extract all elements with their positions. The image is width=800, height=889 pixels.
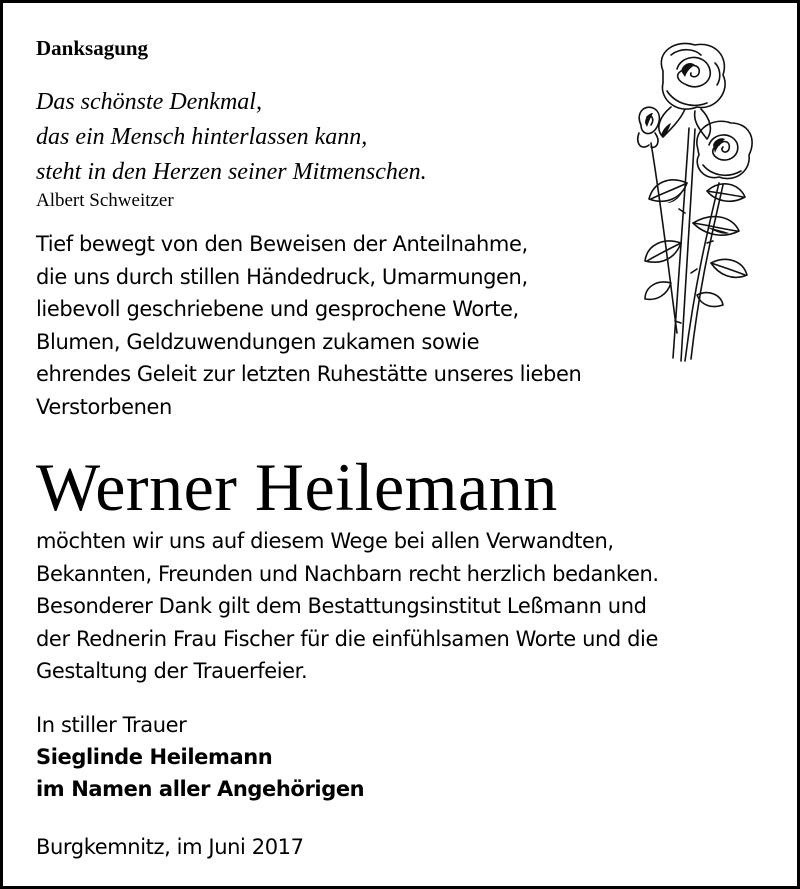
mourning-intro: In stiller Trauer bbox=[36, 713, 187, 737]
signer-name: Sieglinde Heilemann bbox=[36, 745, 273, 769]
quote-line: Das schönste Denkmal, bbox=[36, 89, 262, 115]
quote-author: Albert Schweitzer bbox=[36, 190, 174, 211]
notice-heading: Danksagung bbox=[36, 36, 149, 60]
thanks-paragraph bbox=[36, 525, 659, 688]
intro-line: Verstorbenen bbox=[36, 394, 172, 419]
mourning-signature bbox=[36, 709, 364, 805]
thanks-line: Bekannten, Freunden und Nachbarn recht herzlich bedanken. bbox=[36, 561, 659, 586]
quote-line: steht in den Herzen seiner Mitmenschen. bbox=[36, 159, 427, 185]
deceased-name: Werner Heilemann bbox=[36, 449, 558, 525]
intro-line: liebevoll geschriebene und gesprochene Worte, bbox=[36, 297, 519, 321]
thanks-line: möchten wir uns auf diesem Wege bei allen Verwandten, bbox=[36, 529, 614, 553]
quote bbox=[36, 85, 427, 190]
intro-line: Tief bewegt von den Beweisen der Anteilnahme, bbox=[36, 232, 528, 256]
intro-line: die uns durch stillen Händedruck, Umarmungen, bbox=[36, 264, 528, 289]
thanks-line: Gestaltung der Trauerfeier. bbox=[36, 659, 308, 683]
roses-illustration bbox=[611, 33, 761, 363]
intro-line: Blumen, Geldzuwendungen zukamen sowie bbox=[36, 329, 480, 354]
intro-paragraph bbox=[36, 228, 581, 423]
quote-line: das ein Mensch hinterlassen kann, bbox=[36, 124, 368, 150]
intro-line: ehrendes Geleit zur letzten Ruhestätte unseres lieben bbox=[36, 362, 582, 386]
signer-family: im Namen aller Angehörigen bbox=[36, 777, 365, 801]
thanks-line: Besonderer Dank gilt dem Bestattungsinstitut Leßmann und bbox=[36, 594, 647, 618]
thanks-line: der Rednerin Frau Fischer für die einfühlsamen Worte und die bbox=[36, 626, 658, 651]
place-date: Burgkemnitz, im Juni 2017 bbox=[36, 835, 304, 859]
